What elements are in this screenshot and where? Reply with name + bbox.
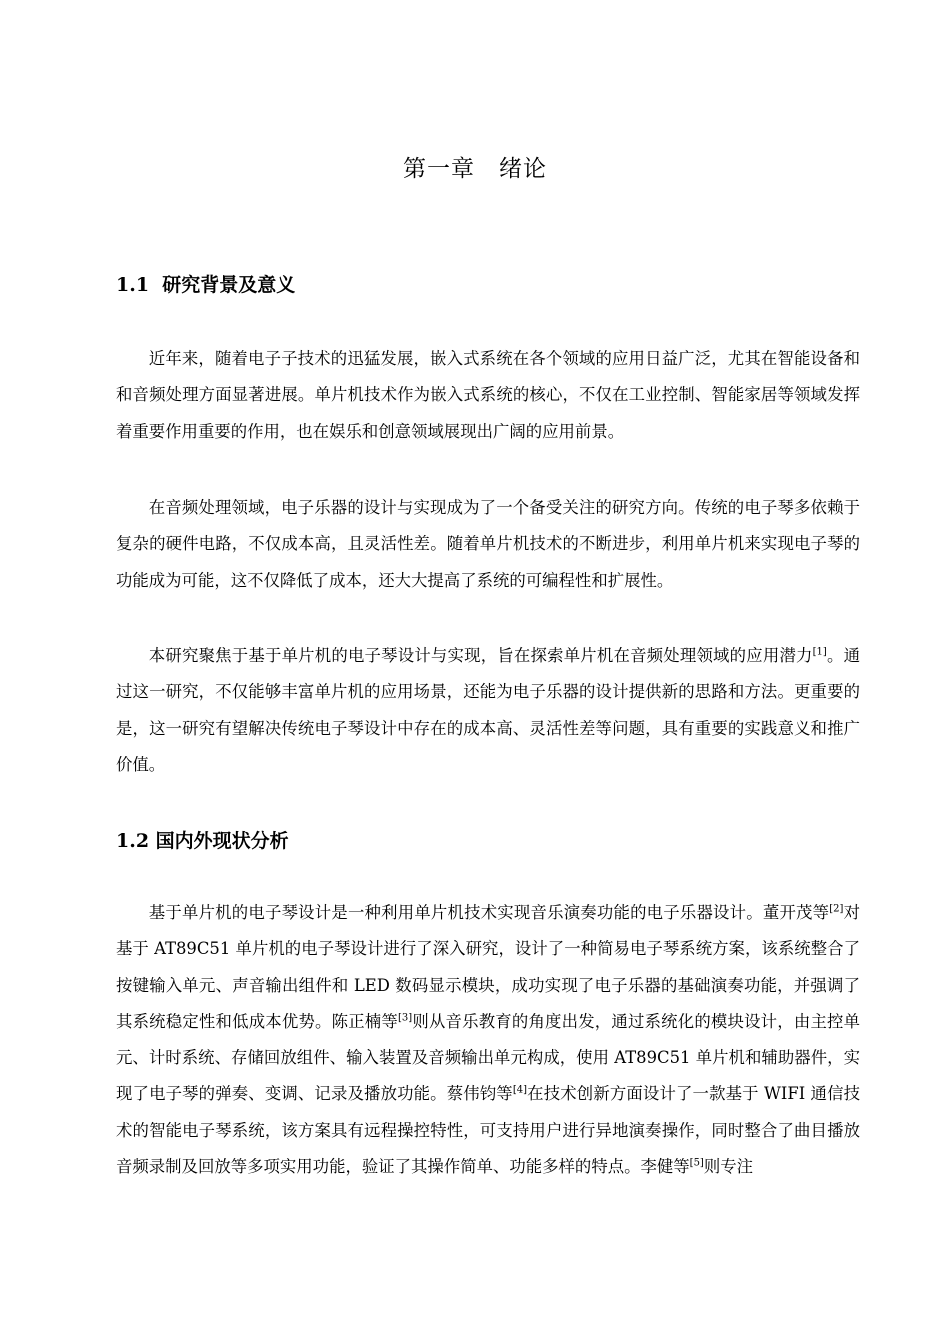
chapter-title: 第一章 绪论 xyxy=(403,156,547,182)
paragraph-text: 则专注 xyxy=(703,1157,754,1177)
paragraph-text: 在音频处理领域，电子乐器的设计与实现成为了一个备受关注的研究方向。传统的电子琴多依赖于复杂的硬件电路，不仅成本高，且灵活性差。随着单片机技术的不断进步，利用单片机来实现电子琴的功能成为可能，这不仅降低了成本，还大大提高了系统的可编程性和扩展性。 xyxy=(116,498,860,590)
paragraph-text: 则从音乐教育的角度出发，通过系统化的模块设计，由主控单元、计时系统、存储回放组件、输入装置及音频输出单元构成，使用 AT89C51 单片机和辅助器件，实现了电子琴的弹奏、变调、记录及播放功能。蔡伟钧等 xyxy=(116,1011,861,1104)
paragraph-text: 。通过这一研究，不仅能够丰富单片机的应用场景，还能为电子乐器的设计提供新的思路和方法。更重要的是，这一研究有望解决传统电子琴设计中存在的成本高、灵活性差等问题，具有重要的实践意义和推广价值。 xyxy=(116,646,861,774)
paragraph-text: 在技术创新方面设计了一款基于 WIFI 通信技术的智能电子琴系统，该方案具有远程操控特性，可支持用户进行异地演奏操作，同时整合了曲目播放音频录制及回放等多项实用功能，验证了其操作简单、功能多样的特点。李健等 xyxy=(116,1084,861,1177)
paragraph-text: 本研究聚焦于基于单片机的电子琴设计与实现，旨在探索单片机在音频处理领域的应用潜力 xyxy=(148,646,813,665)
section-heading-1-2: 1.2 国内外现状分析 xyxy=(116,830,289,852)
citation-marker: [4] xyxy=(512,1085,528,1097)
paragraph-text: 近年来，随着电子子技术的迅猛发展，嵌入式系统在各个领域的应用日益广泛，尤其在智能设备和和音频处理方面显著进展。单片机技术作为嵌入式系统的核心，不仅在工业控制、智能家居等领域发挥着重要作用重要的作用，也在娱乐和创意领域展现出广阔的应用前景。 xyxy=(116,349,860,441)
citation-marker: [2] xyxy=(829,903,844,915)
citation-marker: [5] xyxy=(689,1157,704,1169)
paragraph-text: 基于单片机的电子琴设计是一种利用单片机技术实现音乐演奏功能的电子乐器设计。董开茂等 xyxy=(148,903,830,922)
citation-marker: [3] xyxy=(397,1012,413,1024)
paragraph-text: 对基于 AT89C51 单片机的电子琴设计进行了深入研究，设计了一种简易电子琴系统方案，该系统整合了按键输入单元、声音输出组件和 LED 数码显示模块，成功实现了电子乐器的基础演奏功能，并强调了其系统稳定性和低成本优势。陈正楠等 xyxy=(116,903,861,1031)
citation-marker: [1] xyxy=(812,646,827,658)
section-heading-1-1: 1.1 研究背景及意义 xyxy=(116,274,296,296)
paragraph xyxy=(116,638,860,783)
paragraph xyxy=(116,341,860,450)
paragraph xyxy=(116,895,860,1185)
paragraph xyxy=(116,490,860,599)
